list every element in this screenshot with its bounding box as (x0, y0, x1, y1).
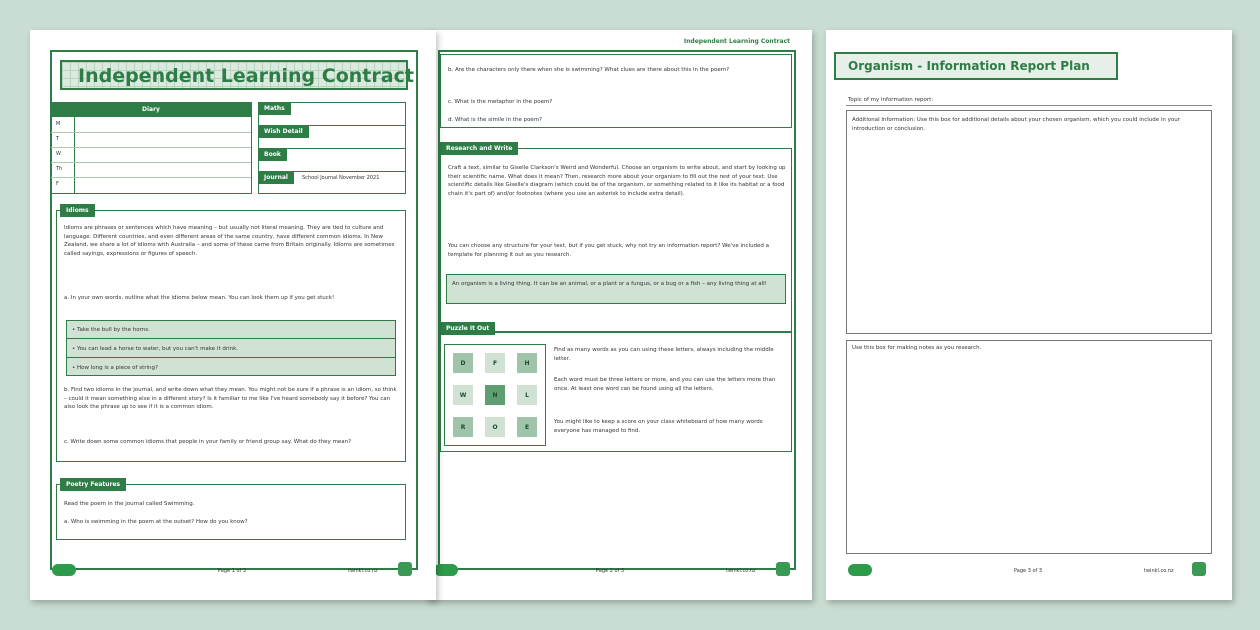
idiom-divider (66, 357, 396, 358)
twinkl-logo (434, 564, 458, 576)
poetry-text: Read the poem in the journal called Swimming. (64, 501, 195, 507)
idiom-item: • How long is a piece of string? (72, 365, 158, 371)
twinkl-logo (52, 564, 76, 576)
poetry-question-c: c. What is the metaphor in the poem? (448, 99, 553, 105)
journal-value: School Journal November 2021 (302, 175, 380, 181)
letter-cell: D (453, 353, 473, 373)
page-2 (426, 30, 812, 600)
research-paragraph-1: Craft a text, similar to Giselle Clarkson's Weird and Wonderful. Choose an organism to write about, and start by looking up their scientific name. What does it mean? Then, research more about your organism to fill out the rest of your text. Use scientific details like Giselle's diagram (which could be of the organism, or something related to it like its habitat or a food chain it's part of) and/or footnotes (where you use an asterisk to include extra detail). (448, 165, 786, 197)
idiom-item: • You can lead a horse to water, but you can't make it drink. (72, 346, 239, 352)
additional-info-text: Additional Information: Use this box for additional details about your chosen organism, which you could include in your introduction or conclusion. (852, 117, 1181, 132)
letter-cell: L (517, 385, 537, 405)
idioms-heading: Idioms (60, 204, 95, 217)
field-journal-label: Journal (258, 171, 294, 184)
diary-row-line (51, 177, 251, 178)
report-title: Organism - Information Report Plan (848, 59, 1090, 73)
page-number: Page 3 of 3 (1014, 568, 1043, 574)
idioms-question-c: c. Write down some common idioms that people in your family or friend group say. What do they mean? (64, 439, 352, 445)
idiom-divider (66, 338, 396, 339)
field-book-label: Book (258, 148, 287, 161)
additional-info-box (846, 110, 1212, 334)
quality-badge-icon (1192, 562, 1206, 576)
diary-table (50, 102, 252, 194)
puzzle-paragraph-3: You might like to keep a score on your class whiteboard of how many words everyone has managed to find. (554, 419, 763, 434)
diary-row-line (51, 147, 251, 148)
field-wish-label: Wish Detail (258, 125, 309, 138)
poetry-question-b: b. Are the characters only there when she is swimming? What clues are there about this in the poem? (448, 67, 730, 73)
footer-brand: twinkl.co.nz (1144, 568, 1174, 574)
diary-header: Diary (51, 103, 251, 117)
field-maths-label: Maths (258, 102, 291, 115)
letter-cell: H (517, 353, 537, 373)
diary-day-label: M (56, 121, 61, 127)
page-number: Page 1 of 3 (218, 568, 247, 574)
topic-line (846, 105, 1212, 106)
quality-badge-icon (398, 562, 412, 576)
idiom-item: • Take the bull by the horns. (72, 327, 150, 333)
report-title-banner (834, 52, 1118, 80)
title-banner (60, 60, 414, 90)
idioms-text: Idioms are phrases or sentences which have meaning – but usually not literal meaning. They are tied to culture and language. Different countries, and even different areas of the same country, have different common idioms. In New Zealand, we share a lot of idioms with Australia – and some of these came from Britain originally. Idioms are sometimes called sayings, expressions or figures of speech. (64, 225, 395, 257)
footer-brand: twinkl.co.nz (726, 568, 756, 574)
research-paragraph-2: You can choose any structure for your text, but if you get stuck, why not try an information report? We've included a template for planning it out as you research. (448, 243, 770, 258)
poetry-heading: Poetry Features (60, 478, 126, 491)
page-1 (30, 30, 436, 600)
poetry-section (56, 484, 406, 540)
letter-cell: W (453, 385, 473, 405)
page-number: Page 2 of 3 (596, 568, 625, 574)
diary-row-line (51, 132, 251, 133)
notes-text: Use this box for making notes as you research. (852, 345, 982, 351)
twinkl-logo (848, 564, 872, 576)
diary-day-label: T (56, 136, 60, 142)
letter-grid (444, 344, 546, 446)
diary-day-label: W (56, 151, 61, 157)
organism-note: An organism is a living thing. It can be an animal, or a plant or a fungus, or a bug or a fish – any living thing at all! (452, 281, 767, 287)
letter-cell: R (453, 417, 473, 437)
puzzle-paragraph-2: Each word must be three letters or more, and you can use the letters more than once. At least one word can be found using all the letters. (554, 377, 776, 392)
letter-cell: O (485, 417, 505, 437)
diary-day-col (51, 117, 75, 193)
diary-row-line (51, 162, 251, 163)
puzzle-paragraph-1: Find as many words as you can using these letters, always including the middle letter. (554, 347, 774, 362)
idioms-question-a: a. In your own words, outline what the idioms below mean. You can look them up if you get stuck! (64, 295, 335, 301)
poetry-question-a: a. Who is swimming in the poem at the outset? How do you know? (64, 519, 248, 525)
puzzle-heading: Puzzle It Out (440, 322, 495, 335)
idioms-question-b: b. Find two idioms in the journal, and write down what they mean. You might not be sure if a phrase is an idiom, so think – could it mean something else in a different story? Is it familiar to me like I've heard somebody say it before? You can also look the phrase up to see if it is a common idiom. (64, 387, 397, 410)
quality-badge-icon (776, 562, 790, 576)
letter-cell-middle: N (485, 385, 505, 405)
footer-brand: twinkl.co.nz (348, 568, 378, 574)
poetry-question-d: d. What is the simile in the poem? (448, 117, 543, 123)
notes-box (846, 340, 1212, 554)
letter-cell: E (517, 417, 537, 437)
topic-label: Topic of my information report: (848, 97, 934, 103)
page-2-header: Independent Learning Contract (683, 38, 790, 45)
letter-cell: F (485, 353, 505, 373)
page-3 (826, 30, 1232, 600)
page-title: Independent Learning Contract (78, 65, 414, 87)
diary-day-label: F (56, 181, 59, 187)
research-heading: Research and Write (440, 142, 518, 155)
diary-day-label: Th (56, 166, 63, 172)
